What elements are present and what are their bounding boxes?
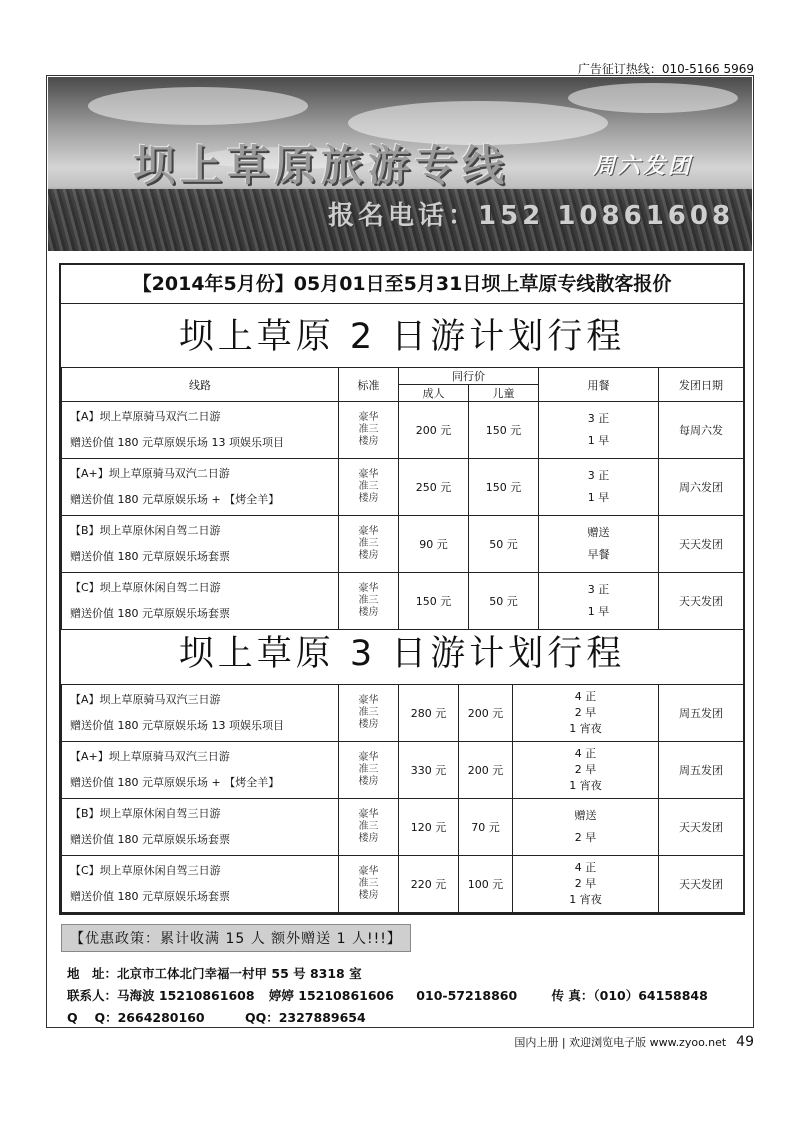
route-cell bbox=[62, 856, 339, 913]
standard-cell bbox=[339, 459, 399, 516]
meals-cell bbox=[539, 402, 659, 459]
banner-subtitle: 周六发团 bbox=[593, 154, 694, 179]
qq-number-1: 2664280160 bbox=[117, 1010, 205, 1025]
meal-line: 早餐 bbox=[587, 548, 610, 561]
standard-line: 楼房 bbox=[358, 776, 379, 787]
standard-cell bbox=[339, 516, 399, 573]
standard-line: 准三 bbox=[358, 481, 379, 492]
child-price: 150 元 bbox=[469, 459, 539, 516]
itinerary-table-box bbox=[59, 263, 745, 915]
meal-line: 赠送 bbox=[587, 526, 610, 539]
header-standard: 标准 bbox=[339, 368, 399, 402]
standard-line: 豪华 bbox=[358, 526, 379, 537]
header-peer-price: 同行价 bbox=[399, 368, 539, 385]
standard-line: 楼房 bbox=[358, 436, 379, 447]
fax-label: 传 真： bbox=[551, 988, 594, 1003]
route-bonus: 赠送价值 180 元草原娱乐场 13 项娱乐项目 bbox=[70, 719, 284, 732]
standard-line: 准三 bbox=[358, 424, 379, 435]
meals-cell bbox=[539, 516, 659, 573]
standard-line: 准三 bbox=[358, 595, 379, 606]
standard-line: 准三 bbox=[358, 878, 379, 889]
meal-line: 4 正 bbox=[574, 861, 597, 874]
route-bonus: 赠送价值 180 元草原娱乐场套票 bbox=[70, 607, 230, 620]
address-label: 地 址： bbox=[67, 966, 118, 981]
standard-line: 豪华 bbox=[358, 469, 379, 480]
ad-hotline: 广告征订热线：010-5166 5969 bbox=[577, 62, 754, 76]
route-cell bbox=[62, 685, 339, 742]
standard-line: 豪华 bbox=[358, 695, 379, 706]
standard-line: 准三 bbox=[358, 764, 379, 775]
trip2-row bbox=[62, 402, 744, 459]
departure-cell: 周五发团 bbox=[659, 742, 744, 799]
route-bonus: 赠送价值 180 元草原娱乐场 + 【烤全羊】 bbox=[70, 493, 280, 506]
meals-cell bbox=[513, 742, 659, 799]
banner-phone: 报名电话：152 10861608 bbox=[328, 201, 735, 231]
route-name: 【B】坝上草原休闲自驾三日游 bbox=[70, 807, 221, 820]
adult-price: 90 元 bbox=[399, 516, 469, 573]
trip3-row bbox=[62, 856, 744, 913]
header-adult: 成人 bbox=[399, 385, 469, 402]
departure-cell: 每周六发 bbox=[659, 402, 744, 459]
departure-cell: 周五发团 bbox=[659, 685, 744, 742]
contact-label: 联系人： bbox=[67, 988, 118, 1003]
fax-number: （010）64158848 bbox=[593, 988, 708, 1003]
route-bonus: 赠送价值 180 元草原娱乐场 13 项娱乐项目 bbox=[70, 436, 284, 449]
route-cell bbox=[62, 516, 339, 573]
child-price: 150 元 bbox=[469, 402, 539, 459]
route-bonus: 赠送价值 180 元草原娱乐场套票 bbox=[70, 890, 230, 903]
child-price: 200 元 bbox=[459, 685, 513, 742]
adult-price: 220 元 bbox=[399, 856, 459, 913]
standard-line: 准三 bbox=[358, 538, 379, 549]
meals-cell bbox=[513, 799, 659, 856]
trip2-row bbox=[62, 573, 744, 630]
adult-price: 250 元 bbox=[399, 459, 469, 516]
standard-cell bbox=[339, 573, 399, 630]
route-cell bbox=[62, 742, 339, 799]
header-child: 儿童 bbox=[469, 385, 539, 402]
address-text: 北京市工体北门幸福一村甲 55 号 8318 室 bbox=[117, 966, 362, 981]
standard-line: 楼房 bbox=[358, 493, 379, 504]
contact-person-1: 马海波 15210861608 bbox=[117, 988, 255, 1003]
contact-phone: 010-57218860 bbox=[416, 988, 518, 1003]
meal-line: 2 早 bbox=[574, 706, 597, 719]
route-name: 【B】坝上草原休闲自驾二日游 bbox=[70, 524, 221, 537]
meal-line: 赠送 bbox=[574, 809, 597, 822]
child-price: 50 元 bbox=[469, 573, 539, 630]
route-name: 【A】坝上草原骑马双汽三日游 bbox=[70, 693, 221, 706]
adult-price: 200 元 bbox=[399, 402, 469, 459]
standard-line: 楼房 bbox=[358, 890, 379, 901]
meal-line: 2 早 bbox=[574, 877, 597, 890]
meals-cell bbox=[513, 856, 659, 913]
header-meals: 用餐 bbox=[539, 368, 659, 402]
standard-cell bbox=[339, 856, 399, 913]
standard-line: 准三 bbox=[358, 707, 379, 718]
standard-cell bbox=[339, 799, 399, 856]
meal-line: 1 早 bbox=[587, 605, 610, 618]
meal-line: 1 宵夜 bbox=[569, 893, 602, 906]
meal-line: 1 早 bbox=[587, 491, 610, 504]
meals-cell bbox=[539, 573, 659, 630]
meal-line: 1 宵夜 bbox=[569, 722, 602, 735]
standard-line: 准三 bbox=[358, 821, 379, 832]
trip2-title: 坝上草原 2 日游计划行程 bbox=[178, 317, 626, 357]
standard-line: 豪华 bbox=[358, 866, 379, 877]
trip3-row bbox=[62, 742, 744, 799]
meal-line: 1 宵夜 bbox=[569, 779, 602, 792]
standard-line: 豪华 bbox=[358, 583, 379, 594]
footer-text: 国内上册 | 欢迎浏览电子版 www.zyoo.net bbox=[514, 1036, 727, 1049]
route-bonus: 赠送价值 180 元草原娱乐场 + 【烤全羊】 bbox=[70, 776, 280, 789]
meals-cell bbox=[513, 685, 659, 742]
standard-line: 豪华 bbox=[358, 809, 379, 820]
departure-cell: 周六发团 bbox=[659, 459, 744, 516]
meals-cell bbox=[539, 459, 659, 516]
qq-label: Q Q： bbox=[67, 1010, 118, 1025]
banner-title: 坝上草原旅游专线 bbox=[133, 141, 510, 190]
meal-line: 2 早 bbox=[574, 831, 597, 844]
trip3-title: 坝上草原 3 日游计划行程 bbox=[178, 634, 626, 674]
standard-line: 楼房 bbox=[358, 550, 379, 561]
route-name: 【A+】坝上草原骑马双汽二日游 bbox=[70, 467, 230, 480]
trip2-row bbox=[62, 516, 744, 573]
adult-price: 280 元 bbox=[399, 685, 459, 742]
page-frame bbox=[46, 75, 754, 1028]
route-name: 【C】坝上草原休闲自驾二日游 bbox=[70, 581, 221, 594]
header-route: 线路 bbox=[62, 368, 339, 402]
adult-price: 330 元 bbox=[399, 742, 459, 799]
route-name: 【C】坝上草原休闲自驾三日游 bbox=[70, 864, 221, 877]
address-line bbox=[67, 964, 362, 982]
meal-line: 2 早 bbox=[574, 763, 597, 776]
trip3-table bbox=[61, 684, 744, 913]
route-cell bbox=[62, 799, 339, 856]
standard-line: 楼房 bbox=[358, 719, 379, 730]
departure-cell: 天天发团 bbox=[659, 573, 744, 630]
contact-person-2: 婷婷 15210861606 bbox=[268, 988, 394, 1003]
route-cell bbox=[62, 573, 339, 630]
trip2-row bbox=[62, 459, 744, 516]
standard-cell bbox=[339, 742, 399, 799]
departure-cell: 天天发团 bbox=[659, 516, 744, 573]
child-price: 100 元 bbox=[459, 856, 513, 913]
adult-price: 150 元 bbox=[399, 573, 469, 630]
departure-cell: 天天发团 bbox=[659, 799, 744, 856]
meal-line: 3 正 bbox=[587, 469, 610, 482]
page-number: 49 bbox=[736, 1034, 754, 1050]
meal-line: 4 正 bbox=[574, 747, 597, 760]
departure-cell: 天天发团 bbox=[659, 856, 744, 913]
qq-number-2: 2327889654 bbox=[278, 1010, 366, 1025]
standard-cell bbox=[339, 685, 399, 742]
standard-cell bbox=[339, 402, 399, 459]
route-bonus: 赠送价值 180 元草原娱乐场套票 bbox=[70, 550, 230, 563]
promo-banner: 【优惠政策：累计收满 15 人 额外赠送 1 人!!!】 bbox=[61, 924, 411, 952]
route-name: 【A】坝上草原骑马双汽二日游 bbox=[70, 410, 221, 423]
price-headline: 【2014年5月份】05月01日至5月31日坝上草原专线散客报价 bbox=[61, 265, 743, 304]
page-footer bbox=[514, 1034, 754, 1050]
child-price: 200 元 bbox=[459, 742, 513, 799]
qq2-label: QQ： bbox=[244, 1010, 279, 1025]
meal-line: 4 正 bbox=[574, 690, 597, 703]
qq-line bbox=[67, 1008, 366, 1026]
standard-line: 豪华 bbox=[358, 752, 379, 763]
child-price: 50 元 bbox=[469, 516, 539, 573]
route-cell bbox=[62, 402, 339, 459]
header-departure: 发团日期 bbox=[659, 368, 744, 402]
child-price: 70 元 bbox=[459, 799, 513, 856]
standard-line: 豪华 bbox=[358, 412, 379, 423]
trip3-row bbox=[62, 799, 744, 856]
meal-line: 3 正 bbox=[587, 583, 610, 596]
adult-price: 120 元 bbox=[399, 799, 459, 856]
trip2-table bbox=[61, 367, 744, 630]
banner-image bbox=[48, 77, 752, 251]
meal-line: 1 早 bbox=[587, 434, 610, 447]
route-name: 【A+】坝上草原骑马双汽三日游 bbox=[70, 750, 230, 763]
route-bonus: 赠送价值 180 元草原娱乐场套票 bbox=[70, 833, 230, 846]
standard-line: 楼房 bbox=[358, 607, 379, 618]
contact-line bbox=[67, 986, 708, 1004]
trip3-row bbox=[62, 685, 744, 742]
meal-line: 3 正 bbox=[587, 412, 610, 425]
standard-line: 楼房 bbox=[358, 833, 379, 844]
route-cell bbox=[62, 459, 339, 516]
